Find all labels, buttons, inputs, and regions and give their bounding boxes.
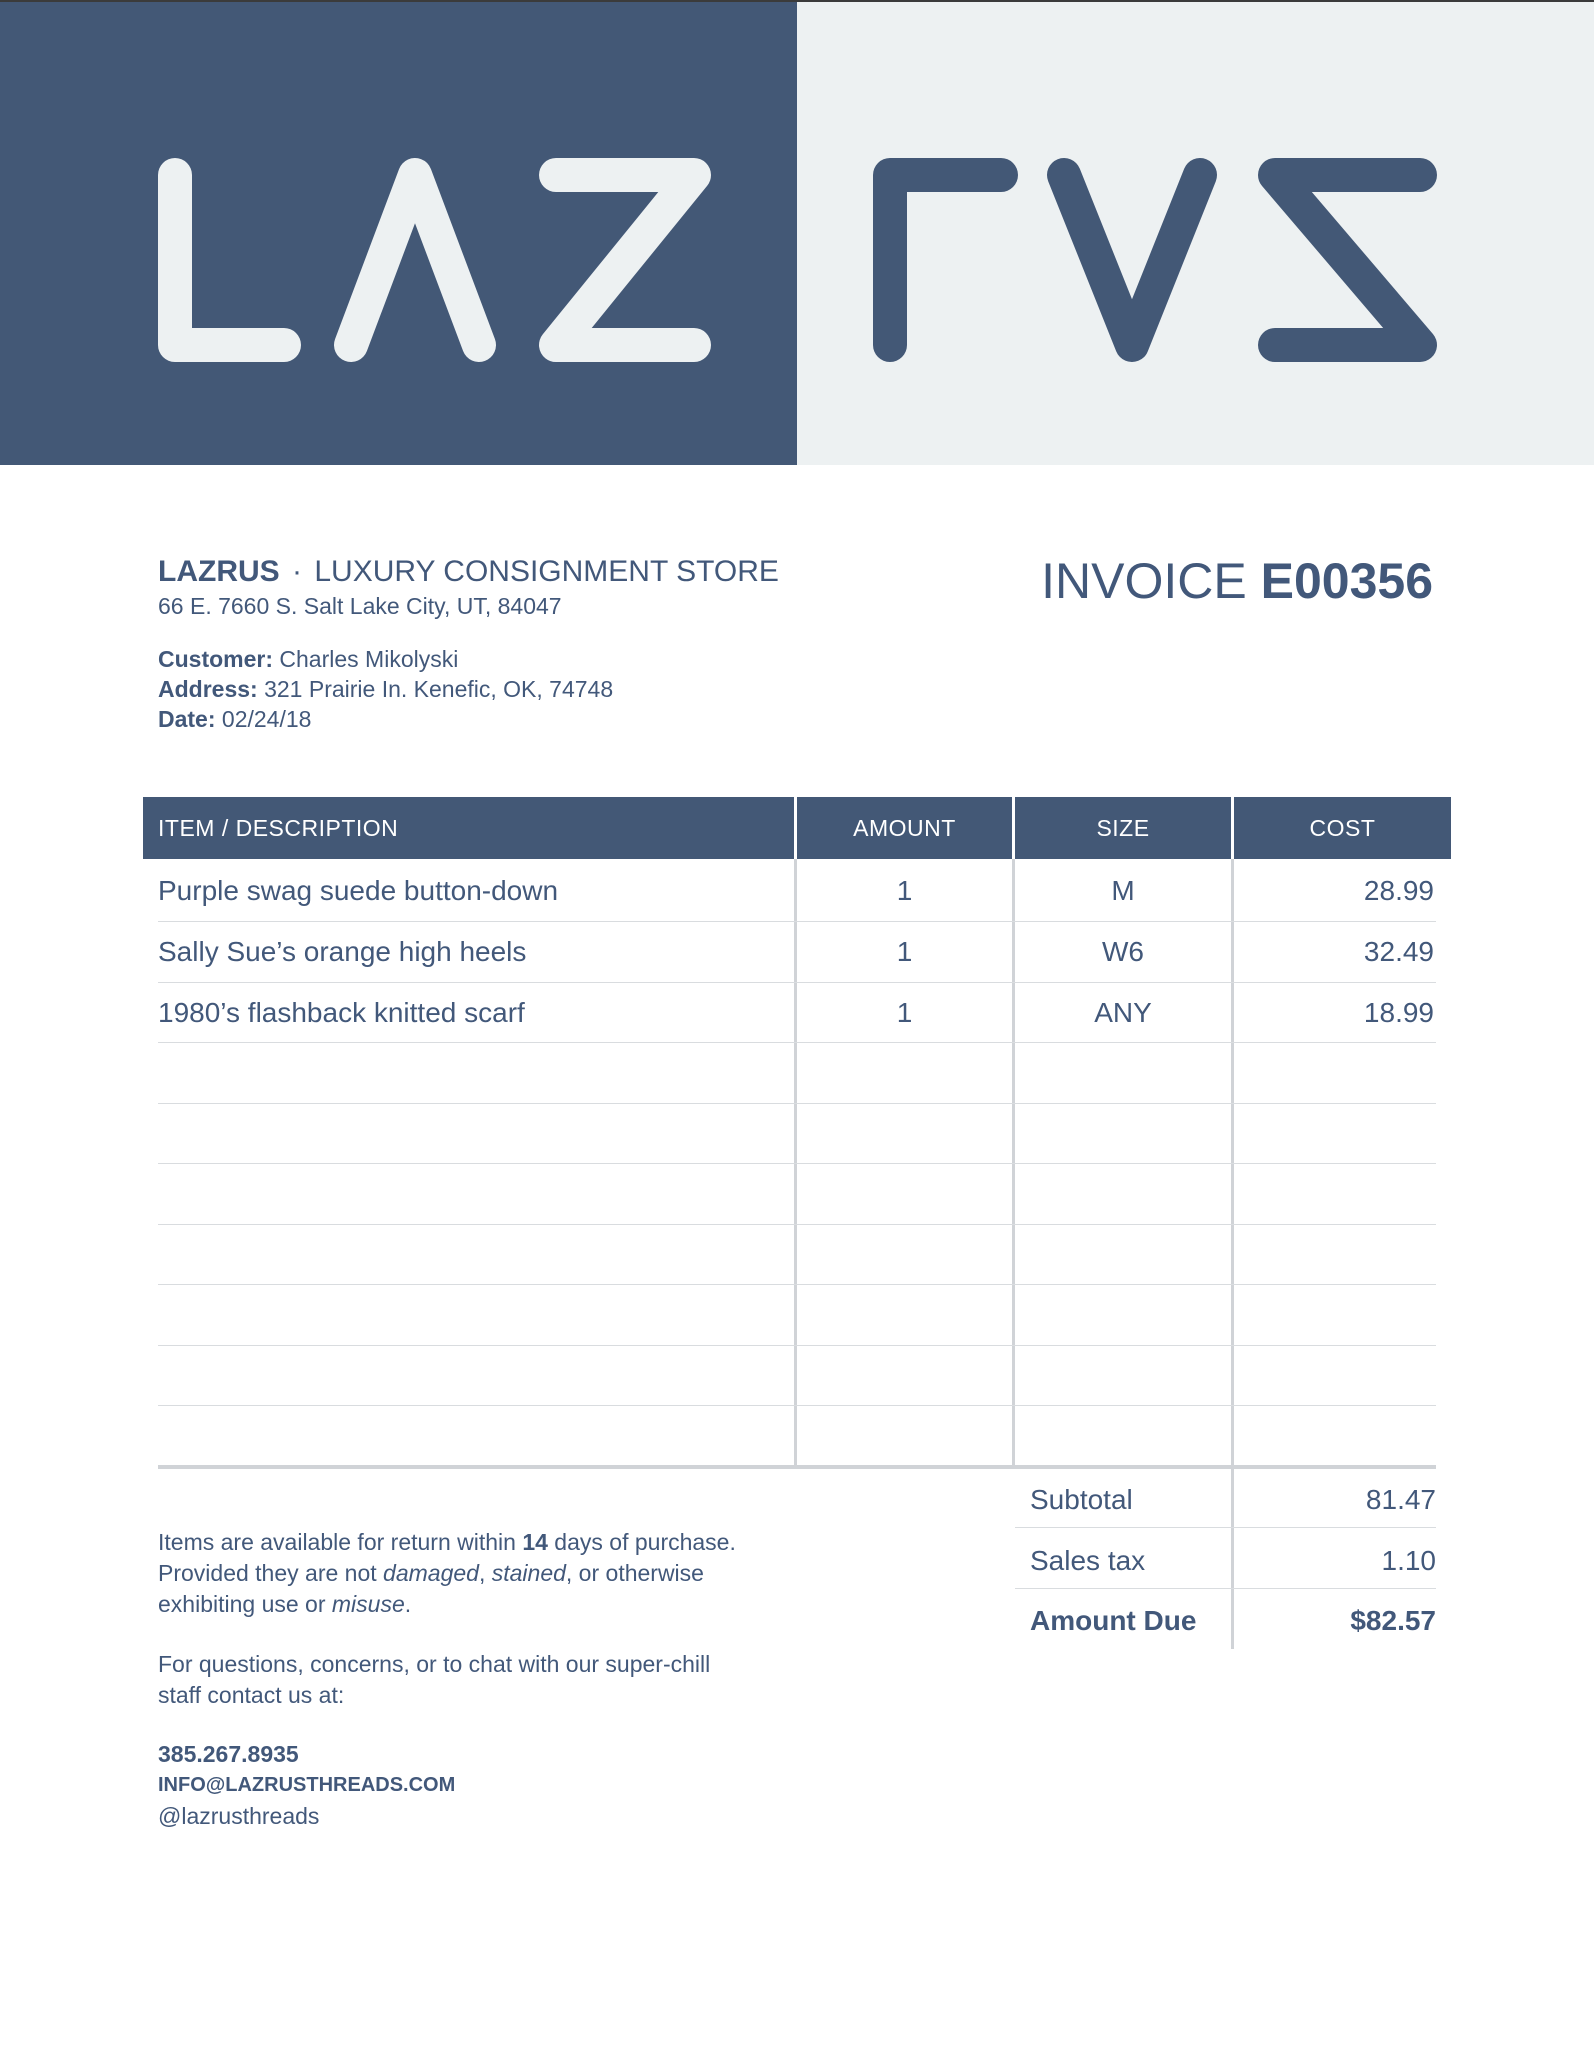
return-policy-line-2 [158, 1558, 704, 1589]
contact-email[interactable]: INFO@LAZRUSTHREADS.COM [158, 1774, 456, 1796]
invoice-number: E00356 [1260, 553, 1433, 609]
header-size: SIZE [1096, 815, 1150, 841]
invoice-label: INVOICE [1041, 553, 1247, 609]
row-1-description: Purple swag suede button-down [158, 875, 559, 906]
row-2-description: Sally Sue’s orange high heels [158, 936, 527, 967]
table-bottom-rule [158, 1465, 1436, 1469]
row-2-amount: 1 [896, 936, 913, 967]
subtotal-label: Subtotal [1030, 1484, 1133, 1515]
amount-due-label: Amount Due [1030, 1605, 1197, 1636]
row-line [158, 1163, 1436, 1164]
sales-tax-label: Sales tax [1030, 1545, 1146, 1576]
return-text: Items are available for return within [158, 1529, 523, 1555]
header-item-description: ITEM / DESCRIPTION [158, 815, 399, 841]
invoice-date: 02/24/18 [221, 706, 312, 732]
table-header [143, 797, 1451, 859]
return-days: 14 [522, 1529, 548, 1555]
row-3-amount: 1 [896, 997, 913, 1028]
store-separator: · [292, 555, 302, 588]
date-line [158, 706, 311, 733]
return-text: . [404, 1591, 412, 1617]
column-divider [1231, 859, 1234, 1649]
customer-name: Charles Mikolyski [279, 646, 459, 672]
row-1-amount: 1 [896, 875, 913, 906]
row-line [158, 921, 1436, 922]
customer-label: Customer: [158, 646, 274, 672]
sales-tax-value: 1.10 [1381, 1545, 1436, 1576]
damaged-text: damaged [383, 1560, 479, 1586]
store-heading [158, 555, 779, 589]
row-line [158, 1042, 1436, 1043]
return-policy-line-3 [158, 1589, 411, 1620]
return-policy-line-1 [158, 1527, 736, 1558]
address-label: Address: [158, 676, 258, 702]
totals-line [1015, 1527, 1436, 1528]
stained-text: stained [491, 1560, 566, 1586]
return-text: , [478, 1560, 492, 1586]
customer-line [158, 646, 458, 673]
contact-phone[interactable]: 385.267.8935 [158, 1741, 299, 1767]
row-3-size: ANY [1094, 997, 1152, 1028]
row-line [158, 1224, 1436, 1225]
row-line [158, 1405, 1436, 1406]
return-text: Provided they are not [158, 1560, 384, 1586]
customer-address: 321 Prairie In. Kenefic, OK, 74748 [264, 676, 614, 702]
header-cost: COST [1309, 815, 1376, 841]
row-line [158, 1284, 1436, 1285]
row-line [158, 982, 1436, 983]
questions-line-1: For questions, concerns, or to chat with our super-chill [158, 1651, 711, 1677]
row-1-cost: 28.99 [1363, 875, 1434, 906]
row-3-description: 1980’s flashback knitted scarf [158, 997, 525, 1028]
row-line [158, 1103, 1436, 1104]
lazrus-logo [0, 2, 1594, 465]
row-2-size: W6 [1102, 936, 1144, 967]
contact-handle[interactable]: @lazrusthreads [158, 1803, 320, 1829]
misuse-text: misuse [331, 1591, 405, 1617]
row-1-size: M [1111, 875, 1135, 906]
return-text: , or otherwise [565, 1560, 704, 1586]
invoice-title [1041, 552, 1433, 610]
store-address: 66 E. 7660 S. Salt Lake City, UT, 84047 [158, 593, 562, 619]
return-text: days of purchase. [547, 1529, 736, 1555]
row-line [158, 1345, 1436, 1346]
subtotal-value: 81.47 [1365, 1484, 1436, 1515]
amount-due-value: $82.57 [1350, 1605, 1436, 1636]
return-text: exhibiting use or [158, 1591, 332, 1617]
date-label: Date: [158, 706, 216, 732]
totals-line [1015, 1588, 1436, 1589]
header-amount: AMOUNT [853, 815, 956, 841]
row-2-cost: 32.49 [1363, 936, 1434, 967]
address-line [158, 676, 613, 703]
store-tagline: LUXURY CONSIGNMENT STORE [314, 555, 779, 588]
store-brand: LAZRUS [158, 555, 280, 588]
questions-line-2: staff contact us at: [158, 1682, 345, 1708]
row-3-cost: 18.99 [1363, 997, 1434, 1028]
